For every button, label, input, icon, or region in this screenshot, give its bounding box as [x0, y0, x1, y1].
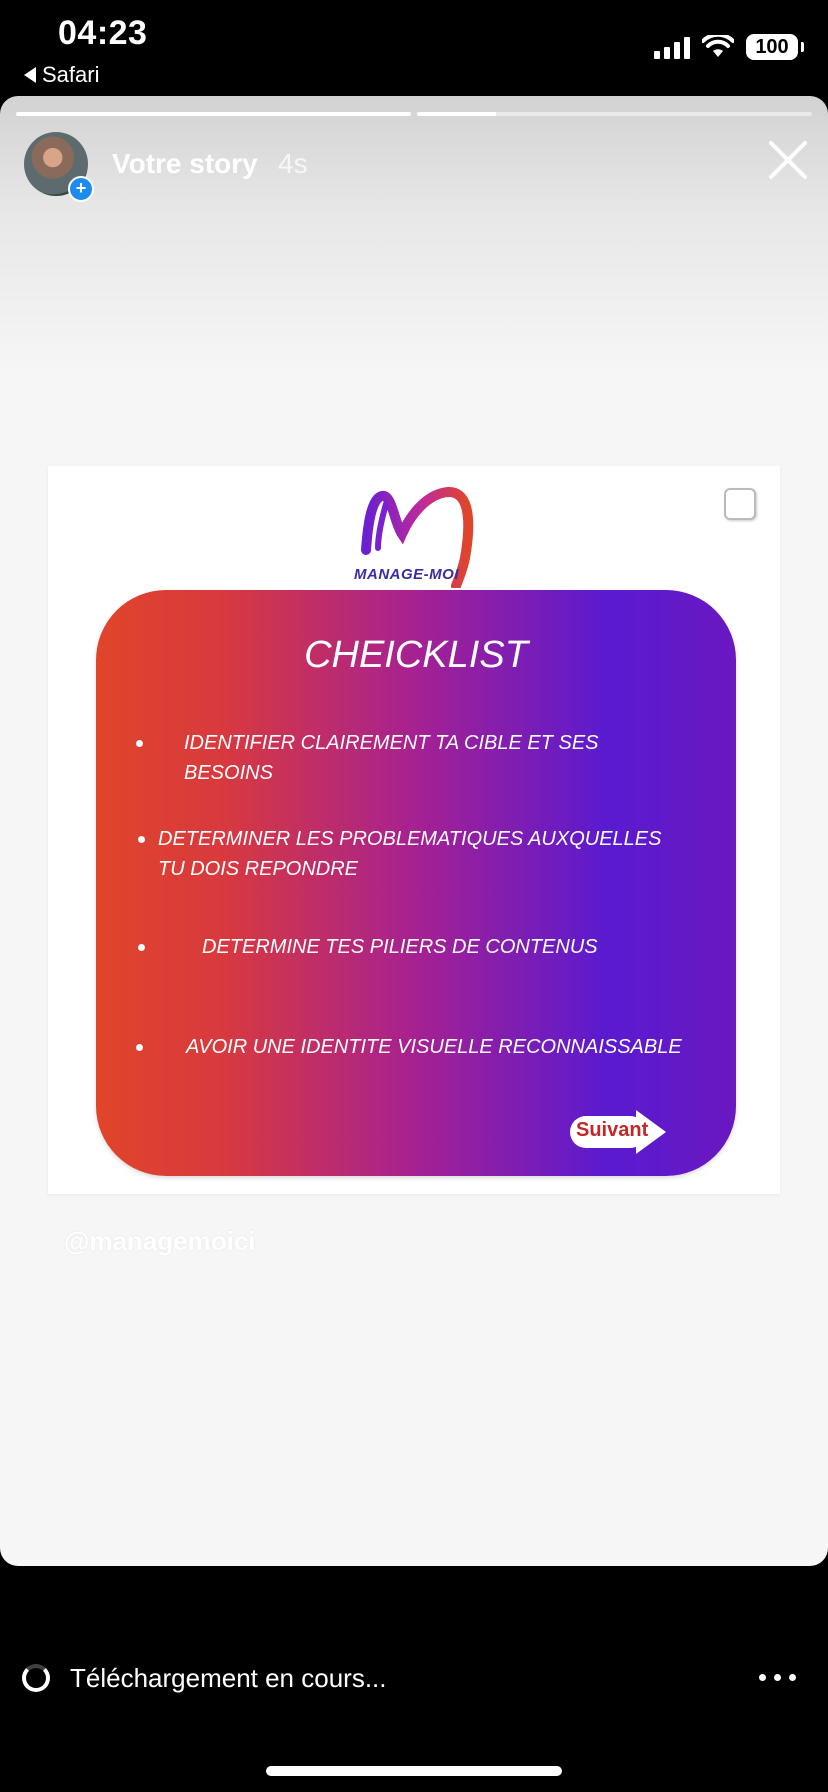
checklist-title: CHEICKLIST [304, 634, 528, 676]
cellular-signal-icon [654, 35, 690, 59]
list-item [186, 1032, 696, 1062]
mention-sticker[interactable]: @managemoici [64, 1226, 256, 1256]
close-icon[interactable] [766, 138, 810, 182]
loading-spinner-icon [22, 1664, 50, 1692]
list-item-text: AVOIR UNE IDENTITE VISUELLE RECONNAISSABLE [186, 1036, 682, 1058]
list-item [158, 824, 688, 884]
progress-segment [16, 112, 411, 116]
progress-fill [16, 112, 411, 116]
back-app-label: Safari [42, 62, 100, 87]
list-item [202, 932, 662, 962]
progress-fill [417, 112, 496, 116]
progress-segment [417, 112, 812, 116]
checklist-card [96, 590, 736, 1176]
bullet-icon [138, 944, 145, 951]
list-item [184, 728, 684, 788]
more-options-icon[interactable] [759, 1674, 796, 1681]
back-to-safari-button[interactable] [24, 62, 99, 88]
list-item-text: IDENTIFIER CLAIREMENT TA CIBLE ET SES BESOINS [184, 732, 599, 784]
list-item-text: DETERMINE TES PILIERS DE CONTENUS [202, 936, 598, 958]
story-timestamp: 4s [278, 148, 308, 179]
wifi-icon [702, 35, 734, 59]
next-arrow [570, 1110, 674, 1154]
list-item-text: DETERMINER LES PROBLEMATIQUES AUXQUELLES TU DOIS REPONDRE [158, 828, 662, 880]
story-username[interactable]: Votre story [112, 148, 258, 179]
add-story-icon[interactable]: + [68, 176, 94, 202]
story-progress-bar [16, 112, 812, 116]
bullet-icon [136, 1044, 143, 1051]
bullet-icon [136, 740, 143, 747]
home-indicator[interactable] [266, 1766, 562, 1776]
story-post-image [48, 466, 780, 1194]
status-time: 04:23 [58, 14, 148, 52]
upload-status-text: Téléchargement en cours... [70, 1663, 387, 1693]
checkbox-icon [724, 488, 756, 520]
back-arrow-icon [24, 67, 36, 83]
status-icons [654, 34, 798, 60]
bullet-icon [138, 836, 145, 843]
brand-label: MANAGE-MOI [354, 566, 459, 583]
battery-icon: 100 [746, 34, 798, 60]
story-viewer[interactable] [0, 96, 828, 1566]
next-label: Suivant [576, 1119, 649, 1141]
